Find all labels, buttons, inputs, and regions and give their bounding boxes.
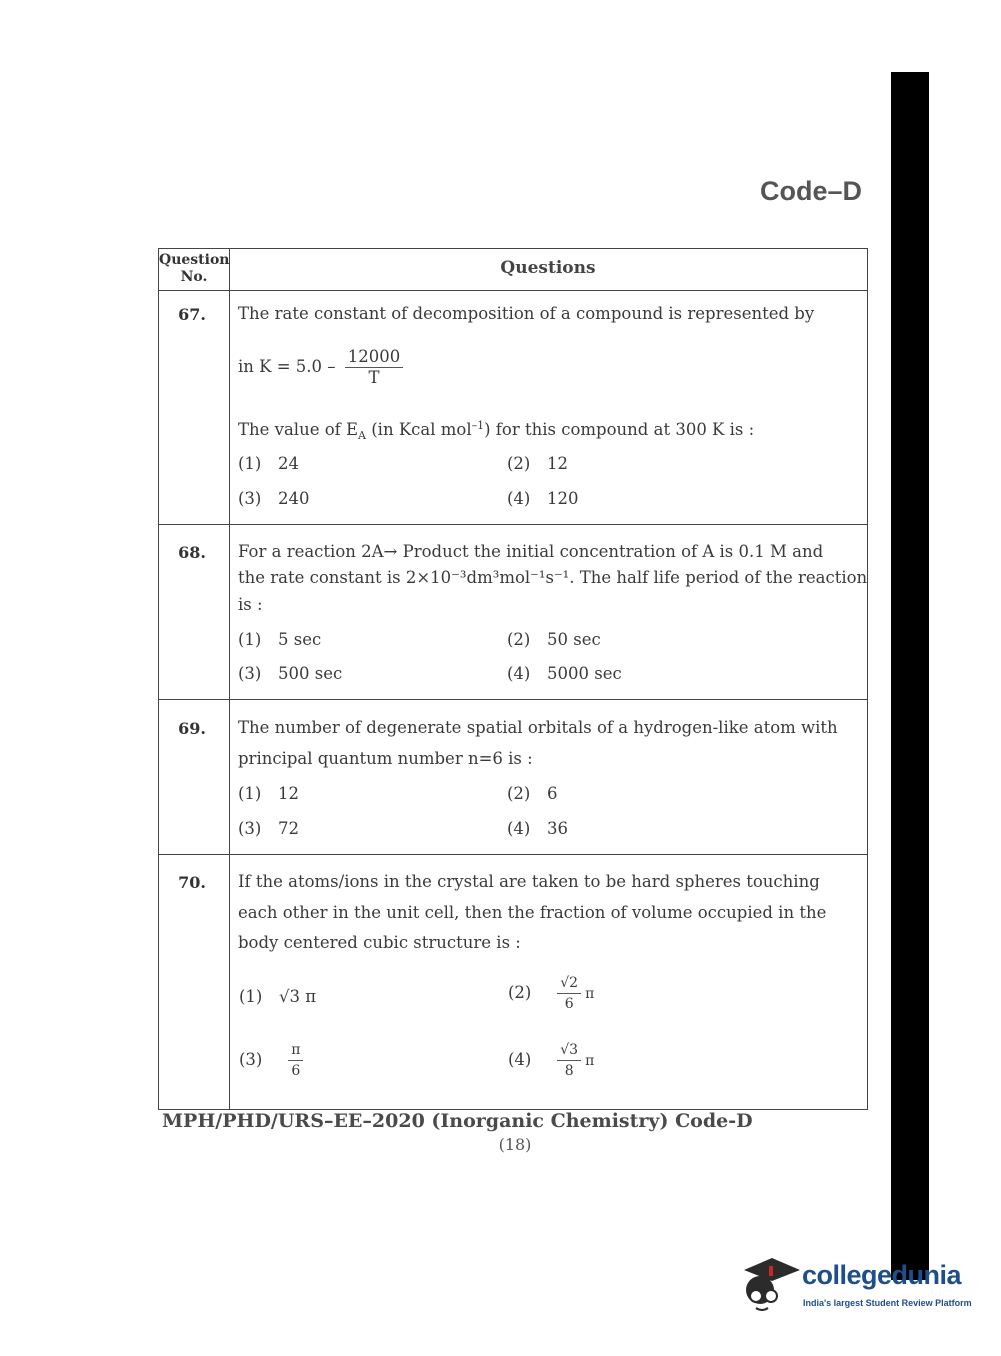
option-number: (3) [238,664,262,683]
page-number: (18) [498,1135,532,1154]
option-text: 500 sec [278,664,343,683]
scan-edge-bar [891,72,929,1280]
option-number: (4) [507,819,531,838]
option-number: (2) [507,784,531,803]
header-line: Question [159,252,230,268]
option-number: (1) [238,784,262,803]
fraction-denominator: 6 [291,1063,301,1079]
collegedunia-logo [740,1248,990,1318]
option [239,987,316,1006]
option-fraction [557,973,581,1014]
prompt-text: (in Kcal mol [366,420,472,439]
option-number: (1) [238,630,262,649]
option [238,819,299,838]
option-number: (3) [238,819,262,838]
option [507,819,568,838]
rate-formula [238,347,407,388]
option [507,664,622,683]
option-text: 5000 sec [547,664,622,683]
option-text: 5 sec [278,630,322,649]
fraction-numerator: √3 [557,1040,581,1061]
brand-tagline: India's largest Student Review Platform [803,1298,972,1308]
question-number: 67. [178,305,206,324]
fraction-denominator: 6 [564,996,574,1012]
option-text: 12 [278,784,299,803]
option [507,784,558,803]
question-prompt [238,419,754,442]
option-text: 36 [547,819,568,838]
option [238,784,299,803]
option-text: 12 [547,454,568,473]
option [238,630,321,649]
question-stem: The rate constant of decomposition of a compound is represented by [238,304,815,323]
option-number: (2) [507,630,531,649]
option-text: 50 sec [547,630,601,649]
exam-footer: MPH/PHD/URS–EE–2020 (Inorganic Chemistry) Code-D [162,1110,753,1132]
option [507,489,579,508]
option-text: 24 [278,454,299,473]
question-number-header [159,252,229,286]
option [507,454,568,473]
header-line: No. [180,269,208,285]
question-line: body centered cubic structure is : [238,933,521,952]
question-line: The number of degenerate spatial orbitals of a hydrogen-like atom with [238,718,838,737]
option-number: (1) [238,454,262,473]
formula-fraction [345,347,404,388]
question-line: principal quantum number n=6 is : [238,749,533,768]
option-number: (4) [507,489,531,508]
brand-name: collegedunia [802,1260,962,1290]
fraction-denominator: 8 [564,1063,574,1079]
fraction-numerator: √2 [557,973,581,994]
option [508,1040,594,1081]
row-divider [159,699,867,700]
option-number: (3) [239,1050,263,1069]
option-number: (4) [508,1050,532,1069]
question-table [158,248,868,1110]
option-suffix: π [585,1053,595,1069]
option-text: 120 [547,489,579,508]
row-divider [159,524,867,525]
option [508,973,594,1014]
option [507,630,601,649]
option-number: (3) [238,489,262,508]
prompt-text: ) for this compound at 300 K is : [484,420,755,439]
option-number: (2) [508,983,532,1002]
option-text: 72 [278,819,299,838]
option [238,489,310,508]
question-line: If the atoms/ions in the crystal are taken to be hard spheres touching [238,872,820,891]
question-line: is : [238,595,263,614]
option-fraction [557,1040,581,1081]
option-text: 240 [278,489,310,508]
option-text: √3 π [279,987,317,1006]
question-line: each other in the unit cell, then the fraction of volume occupied in the [238,903,827,922]
option-number: (4) [507,664,531,683]
questions-header: Questions [500,258,596,278]
formula-prefix: in K = 5.0 – [238,357,336,376]
paper-code: Code–D [759,176,862,206]
question-line: the rate constant is 2×10⁻³dm³mol⁻¹s⁻¹. The half life period of the reaction [238,568,868,587]
option-number: (1) [239,987,263,1006]
column-divider [229,249,230,1109]
option-suffix: π [585,986,595,1002]
prompt-superscript: –1 [471,419,485,432]
prompt-text: The value of E [238,420,359,439]
question-number: 69. [178,719,206,738]
question-number: 70. [178,873,206,892]
fraction-numerator: 12000 [345,347,404,368]
fraction-numerator: π [288,1040,303,1061]
row-divider [159,290,867,291]
option [239,1040,307,1081]
row-divider [159,854,867,855]
option-text: 6 [547,784,558,803]
fraction-denominator: T [368,368,380,387]
graduate-mascot-icon [740,1248,802,1318]
question-line: For a reaction 2A→ Product the initial concentration of A is 0.1 M and [238,542,824,561]
option [238,454,299,473]
option-number: (2) [507,454,531,473]
question-number: 68. [178,543,206,562]
prompt-subscript: A [358,429,366,442]
option [238,664,342,683]
option-fraction [288,1040,303,1081]
